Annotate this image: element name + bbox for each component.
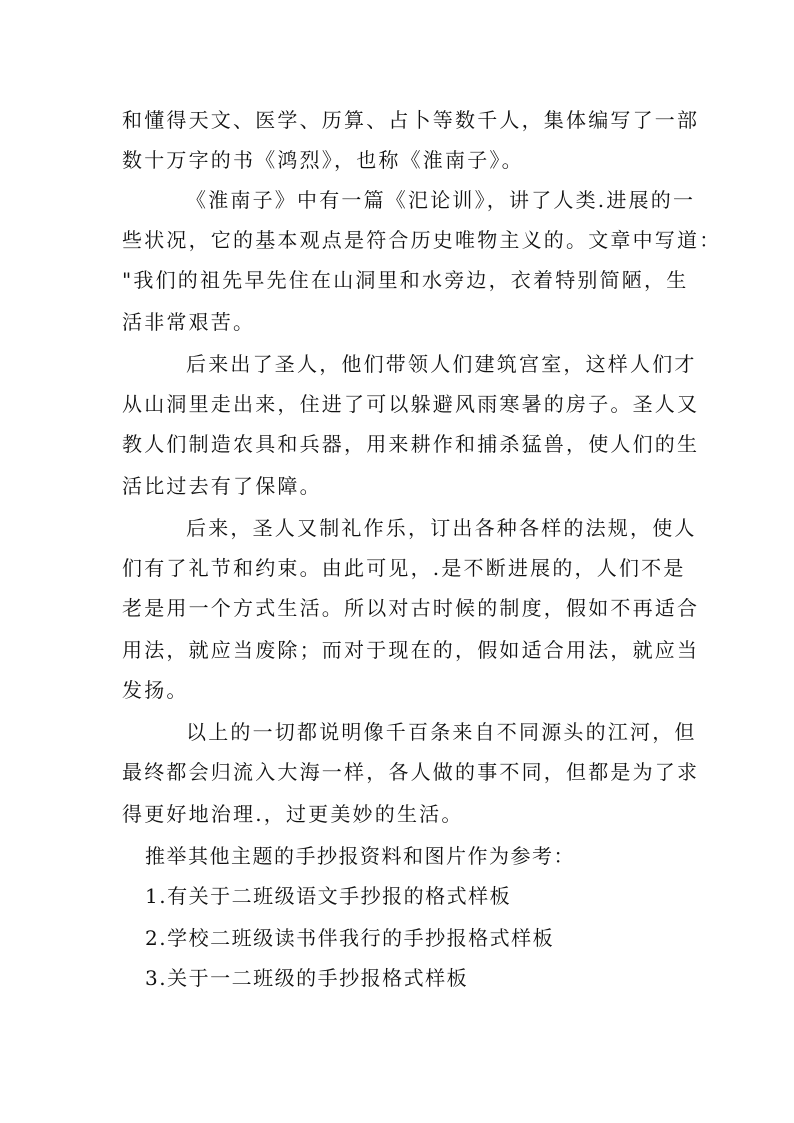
paragraph-line: 数十万字的书《鸿烈》，也称《淮南子》。 [122,148,524,172]
paragraph-line: 教人们制造农具和兵器，用来耕作和捕杀猛兽，使人们的生 [122,432,700,456]
recommend-item: 3.关于一二班级的手抄报格式样板 [145,966,469,990]
recommend-item: 1.有关于二班级语文手抄报的格式样板 [145,884,512,908]
recommend-item: 2.学校二班级读书伴我行的手抄报格式样板 [145,926,555,950]
paragraph-line: 以上的一切都说明像千百条来自不同源头的江河，但 [186,720,697,744]
paragraph-line: 从山洞里走出来，住进了可以躲避风雨寒暑的房子。圣人又 [122,392,700,416]
paragraph-line: 后来出了圣人，他们带领人们建筑宫室，这样人们才 [186,352,697,376]
paragraph-line: 活非常艰苦。 [122,310,256,334]
paragraph-line: 们有了礼节和约束。由此可见，.是不断进展的，人们不是 [122,556,686,580]
paragraph-line: "我们的祖先早先住在山洞里和水旁边，衣着特别简陋，生 [122,268,689,292]
paragraph-line: 活比过去有了保障。 [122,474,322,498]
paragraph-line: 老是用一个方式生活。所以对古时候的制度，假如不再适合 [122,596,700,620]
paragraph-line: 后来，圣人又制礼作乐，订出各种各样的法规，使人 [186,516,697,540]
paragraph-line: 些状况，它的基本观点是符合历史唯物主义的。文章中写道： [122,228,722,252]
paragraph-line: 《淮南子》中有一篇《汜论训》，讲了人类.进展的一 [186,188,696,212]
recommend-title: 推举其他主题的手抄报资料和图片作为参考： [145,844,575,868]
paragraph-line: 和懂得天文、医学、历算、占卜等数千人，集体编写了一部 [122,108,700,132]
paragraph-line: 最终都会归流入大海一样，各人做的事不同，但都是为了求 [122,760,700,784]
paragraph-line: 得更好地治理.，过更美妙的生活。 [122,802,464,826]
paragraph-line: 发扬。 [122,678,189,702]
paragraph-line: 用法，就应当废除；而对于现在的，假如适合用法，就应当 [122,638,700,662]
